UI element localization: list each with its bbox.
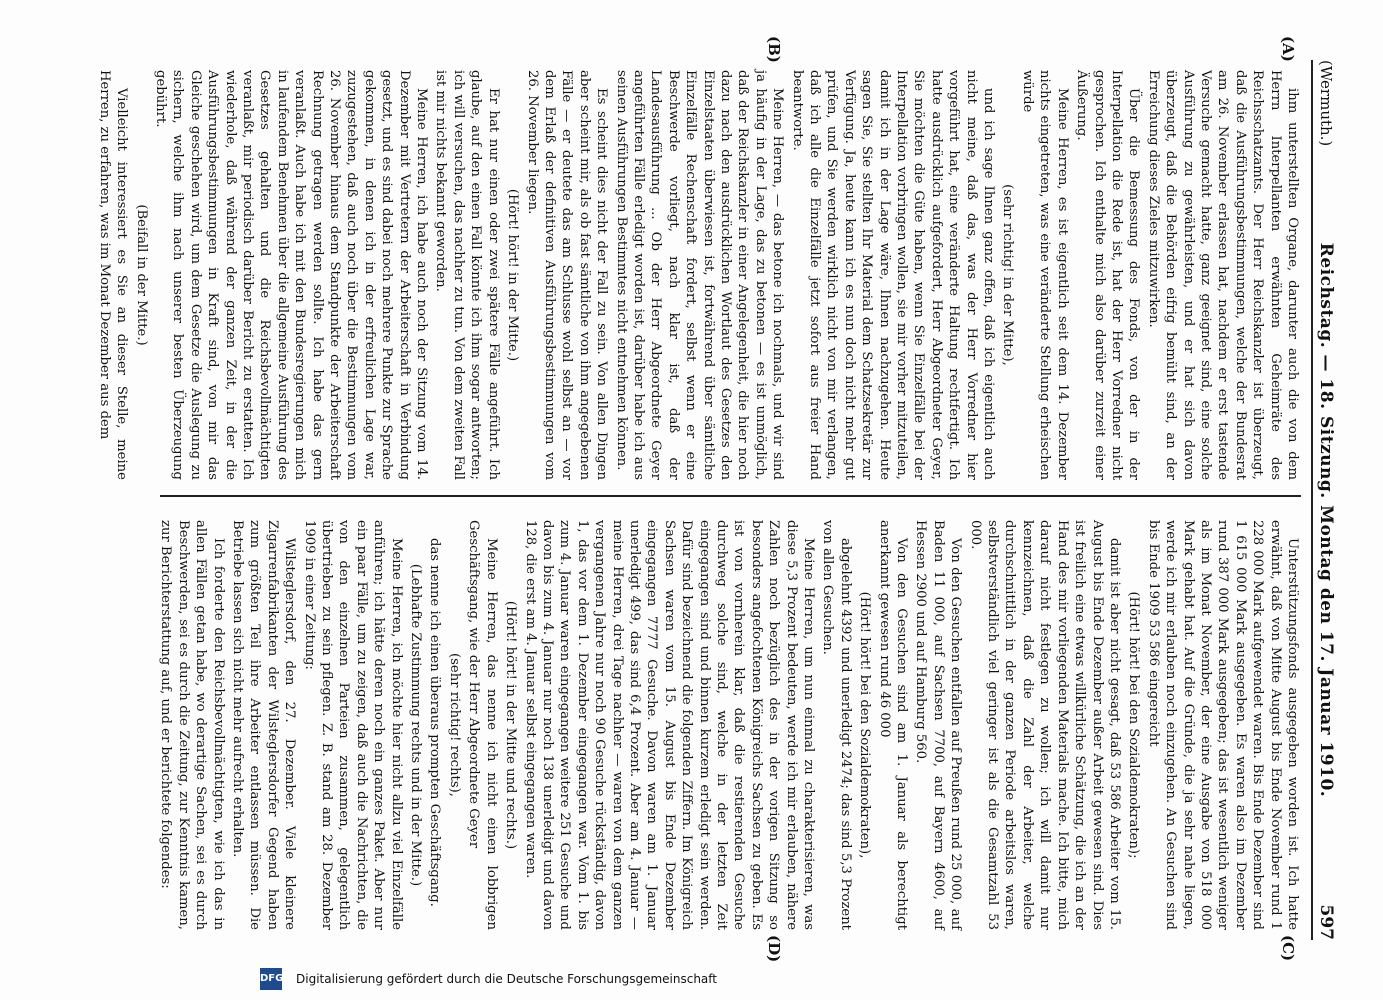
margin-marker-a: (A)	[1279, 36, 1297, 62]
paragraph: (Hört! hört! in der Mitte und rechts.)	[503, 600, 519, 850]
dfg-logo: DFG	[260, 968, 282, 990]
paragraph: (Hört! hört! in der Mitte.)	[505, 188, 521, 362]
margin-marker-d: (D)	[765, 935, 783, 963]
paragraph: (sehr richtig! rechts),	[446, 653, 462, 797]
page-number: 597	[1316, 904, 1336, 940]
page-title: Reichstag. — 18. Sitzung. Montag den 17. Januar 1910.	[1316, 242, 1336, 798]
margin-marker-b: (B)	[765, 36, 783, 63]
speaker-name: (Wermuth.)	[1317, 60, 1335, 147]
paragraph: Er hat nur einen oder zwei spätere Fälle angeführt. Ich glaube, auf den einen Fall könnte ich ihm sogar antworten; ich will versuchen, das nachher zu tun. Von dem zweiten Fall ist mir nichts bekannt geworden.	[433, 70, 501, 480]
paragraph: Meine Herren, um nun einmal zu charakterisieren, was diese 5,3 Prozent bedeuten, werde ich mir erlauben, nähere Zahlen noch bezüglich des in der vorigen Sitzung so besonders angefochtenen Königreichs Sachsen zu geben. Es ist von vornherein klar, daß die restierenden Gesuche durchweg solche sind, welche in der letzten Zeit eingegangen sind und binnen kurzem erledigt sein werden. Dafür sind bezeichnend die folgenden Ziffern. Im Königreich Sachsen waren vom 15. August bis Ende Dezember eingegangen 7777 Gesuche. Davon waren am 1. Januar unerledigt 499, das sind 6,4 Prozent. Aber am 4. Januar — meine Herren, drei Tage nachher — waren von dem ganzen vergangenen Jahre nur noch 90 Gesuche rückständig, davon 1, das vor dem 1. Dezember eingegangen war. Vom 1. bis zum 4. Januar waren eingegangen weitere 251 Gesuche und davon bis zum 4. Januar nur noch 138 unerledigt und davon 128, die erst am 4. Januar selbst eingegangen waren.	[522, 520, 817, 930]
paragraph: (sehr richtig! in der Mitte),	[1000, 184, 1016, 366]
paragraph: und ich sage Ihnen ganz offen, daß ich eigentlich auch nicht meine, daß das, was der Herr Vorredner hier vorgeführt hat, eine veränderte Haltung rechtfertigt. Ich hatte ausdrücklich aufgefordert, Herr Abgeordneter Geyer, Sie möchten die Güte haben, wenn Sie Einzelfälle bei der Interpellation vorbringen wollen, sie mir vorher mitzuteilen, damit ich in der Lage wäre, Ihnen nachzugehen. Heute sagen Sie, Sie stellten Ihr Material dem Schatzsekretär zur Verfügung. Ja, heute kann ich es nun doch nicht mehr gut prüfen, und Sie werden wirklich nicht von mir verlangen, daß ich alle die Einzelfälle jetzt sofort aus freier Hand beantworte.	[789, 70, 997, 480]
paragraph: Meine Herren, ich möchte hier nicht allzu viel Einzelfälle anführen; ich hätte deren noch ein ganzes Paket. Aber nur ein paar Fälle, um zu zeigen, daß auch die Nachrichten, die von den einzelnen Parteien zusammen, gelegentlich übertrieben zu sein pflegen. Z. B. stand am 28. Dezember 1909 in einer Zeitung:	[301, 520, 404, 930]
paragraph: (Hört! hört! bei den Sozialdemokraten),	[857, 591, 873, 859]
paragraph: Wilsteglersdorf, den 27. Dezember. Viele kleinere Zigarrenfabrikanten der Wilsteglersdorfer Gegend haben zum größten Teil ihre Arbeiter entlassen müssen. Die Betriebe lassen sich nicht mehr aufrecht erhalten.	[230, 520, 298, 930]
right-text-column	[150, 520, 1301, 930]
paragraph: Über die Bemessung des Fonds, von der in der Interpellation die Rede ist, hat der Herr Vorredner nicht gesprochen. Ich enthalte mich also darüber zurzeit einer Äußerung.	[1074, 70, 1142, 480]
paragraph: Meine Herren, ich habe auch noch der Sitzung vom 14. Dezember mit Vertretern der Arbeiterschaft in Verbindung gesetzt, und es sind dabei noch mehrere Punkte zur Sprache gekommen, in denen ich in der erfreulichen Lage war, zuzugestehen, daß auch noch über die Bestimmungen vom 26. November hinaus dem Standpunkte der Arbeiterschaft Rechnung getragen werden sollte. Ich habe das gern veranlaßt. Auch habe ich mit den Bundesregierungen mich in laufendem Benehmen über die allgemeine Ausführung des Gesetzes gehalten und die Reichsbevollmächtigten veranlaßt, mir periodisch darüber Bericht zu erstatten. Ich wiederhole, daß während der ganzen Zeit, in der die Ausführungsbestimmungen in Kraft sind, von mir das Gleiche geschehen wird, um dem Gesetze die Auslegung zu sichern, welche ihm nach unserer besten Überzeugung gebührt.	[153, 70, 430, 480]
page-header	[1311, 60, 1341, 940]
paragraph: das nenne ich einen überaus prompten Geschäftsgang.	[427, 538, 443, 907]
paragraph: Meine Herren, das nenne ich nicht einen lobbrigen Geschäftsgang, wie der Herr Abgeordnete Geyer	[466, 520, 499, 930]
paragraph: Meine Herren, — das betone ich nochmals, und wir sind ja häufig in der Lage, das zu betonen — es ist unmöglich, daß der Reichskanzler in einer Angelegenheit, die hier noch dazu nach den ausdrücklichen Wortlaut des Gesetzes den Einzelstaaten überwiesen ist, fortwährend über sämtliche Einzelfälle Rechenschaft fordert, selbst wenn er eine Beschwerde vorliegt, nach klar ist, daß der Landesausführung ... Ob der Herr Abgeordnete Geyer angeführten Fälle erledigt worden ist, darüber habe ich aus seinen Ausführungen Bestimmtes nicht entnehmen können.	[613, 70, 786, 480]
left-text-column	[96, 70, 1301, 480]
paragraph: Meine Herren, es ist eigentlich seit dem 14. Dezember nichts eingetreten, was eine veränderte Stellung erheischen würde	[1019, 70, 1070, 480]
paragraph: Von den Gesuchen sind am 1. Januar als berechtigt anerkannt gewesen rund 46 000	[876, 520, 910, 930]
paragraph: Vielleicht interessiert es Sie an dieser Stelle, meine Herren, zu erfahren, was im Monat Dezember aus dem	[96, 70, 130, 480]
footer-credit	[0, 966, 1383, 992]
paragraph: ihm unterstellten Organe, darunter auch die von dem Herrn Interpellanten erwähnten Geheimräte des Reichsschatzamts. Der Herr Reichskanzler ist überzeugt, daß die Ausführungsbestimmungen, welche der Bundesrat am 26. November erlassen hat, nachdem er erst tastende Versuche gemacht hatte, ganz geeignet sind, eine solche Ausführung zu gewährleisten, und er hat sich davon überzeugt, daß die Behörden eifrig bemüht sind, an der Erreichung dieses Zieles mitzuwirken.	[1145, 70, 1300, 480]
paragraph: Es scheint dies nicht der Fall zu sein. Von allen Dingen aber scheint mir, als ob fast sämtliche von ihm angegebenen Fälle — er deutete das am Schlusse wohl selbst an — vor dem Erlaß der definitiven Ausführungsbestimmungen vom 26. November liegen.	[524, 70, 610, 480]
paragraph: abgelehnt 4392 und unerledigt 2474; das sind 5,3 Prozent von allen Gesuchen.	[820, 520, 853, 930]
paragraph: damit ist aber nicht gesagt, daß 53 586 Arbeiter vom 15. August bis Ende Dezember außer Arbeit gewesen sind. Dies ist freilich eine etwas willkürliche Schätzung, die ich an der Hand des mir vorliegenden Materials mache. Ich bitte, mich darauf nicht festlegen zu wollen; ich will damit nur kennzeichnen, daß die Zahl der Arbeiter, welche durchschnittlich in der ganzen Periode arbeitslos waren, selbstverständlich viel geringer ist als die Gesamtzahl 53 000.	[967, 520, 1122, 930]
paragraph: (Lebhafte Zustimmung rechts und in der Mitte.)	[408, 563, 424, 887]
paragraph: (Hört! hört! bei den Sozialdemokraten);	[1126, 591, 1142, 859]
paragraph: Unterstützungsfonds ausgegeben worden ist. Ich hatte erwähnt, daß von Mitte August bis Ende November rund 1 228 000 Mark aufgewendet waren. Bis Ende Dezember sind 1 615 000 Mark ausgegeben. Es waren also im Dezember rund 387 000 Mark ausgegeben; das ist wesentlich weniger als im Monat November, der eine Ausgabe von 518 000 Mark gehabt hat. Auf die Gründe, die ja sehr nahe liegen, werde ich mir erlauben noch einzugehen. An Gesuchen sind bis Ende 1909 53 586 eingereicht	[1145, 520, 1300, 930]
header-rule	[1311, 60, 1313, 940]
paragraph: Von den Gesuchen entfallen auf Preußen rund 25 000, auf Baden 11 000, auf Sachsen 7700, auf Bayern 4600, auf Hessen 2900 und auf Hamburg 560.	[913, 520, 964, 930]
paragraph: (Beifall in der Mitte.)	[133, 204, 149, 346]
paragraph: Ich forderte den Reichsbevollmächtigten, wie ich das in allen Fällen getan habe, wo derartige Sachen, sei es durch Beschwerden, sei es durch die Zeitung, zur Kenntnis kamen, zur Berichterstattung auf, und er berichtete folgendes:	[158, 520, 226, 930]
margin-marker-c: (C)	[1279, 935, 1297, 962]
credit-text: Digitalisierung gefördert durch die Deutsche Forschungsgemeinschaft	[296, 972, 718, 986]
column-divider	[160, 495, 1301, 497]
